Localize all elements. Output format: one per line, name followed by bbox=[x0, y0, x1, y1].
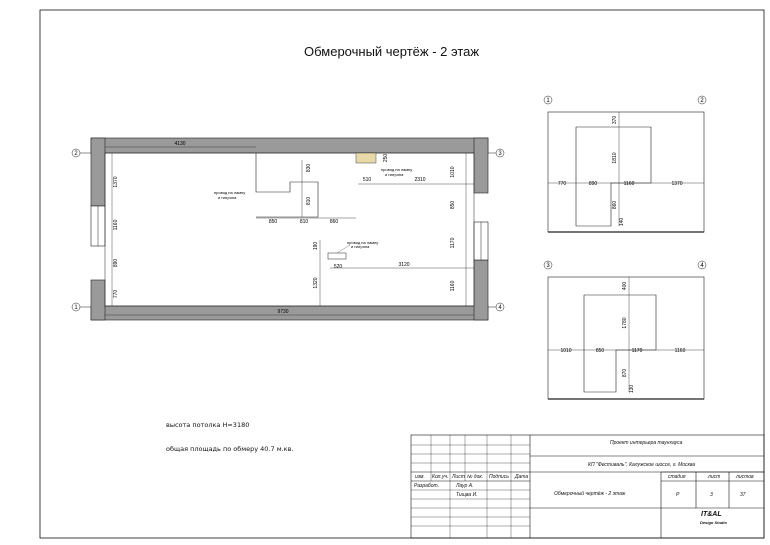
dim-2310: 2310 bbox=[414, 177, 426, 183]
total-area-note: общая площадь по обмеру 40.7 м.кв. bbox=[166, 445, 294, 453]
sheet-frame bbox=[40, 10, 764, 538]
dim-1320: 1320 bbox=[313, 277, 319, 289]
developer-role: Разработ. bbox=[414, 483, 439, 489]
header-sheet: лист bbox=[708, 474, 721, 480]
wall-top bbox=[91, 138, 488, 153]
col-doc: № док. bbox=[467, 474, 484, 480]
elev-b-1780: 1780 bbox=[622, 317, 628, 329]
elev-a-140: 140 bbox=[619, 217, 625, 227]
elev-a-770: 770 bbox=[557, 181, 567, 187]
drawing-title: Обмерочный чертёж - 2 этаж bbox=[304, 44, 480, 59]
axis-3-label: 3 bbox=[498, 151, 502, 157]
dim-right-2: 850 bbox=[450, 200, 456, 210]
elev-a-1160: 1160 bbox=[623, 181, 635, 187]
header-sheets: листов bbox=[736, 474, 754, 480]
dim-left-3: 890 bbox=[113, 258, 119, 268]
wall-left-lower bbox=[91, 280, 105, 320]
sheet-name: Обмерочный чертёж - 2 этаж bbox=[554, 491, 626, 497]
partition bbox=[256, 153, 318, 217]
col-izm: изм. bbox=[415, 474, 425, 480]
axis-4-label: 4 bbox=[498, 305, 502, 311]
col-sign: Подпись bbox=[489, 474, 509, 480]
developer-name: Лаур А. bbox=[456, 483, 474, 489]
col-list: Лист bbox=[452, 474, 465, 480]
dim-right-3: 1170 bbox=[450, 237, 456, 249]
wall-bottom bbox=[91, 306, 488, 320]
elev-a-860: 860 bbox=[612, 200, 618, 210]
axis-1-label: 1 bbox=[74, 305, 78, 311]
project-address: КП "Фестиваль", Калужское шоссе, г. Москва bbox=[588, 462, 696, 468]
dim-520: 520 bbox=[333, 264, 343, 270]
company-subtitle: Design Studio bbox=[700, 520, 727, 525]
wire-note-1b: и патрона bbox=[218, 195, 237, 200]
dim-510: 510 bbox=[362, 177, 372, 183]
axis-2-label: 2 bbox=[74, 151, 78, 157]
dim-810: 810 bbox=[299, 219, 309, 225]
elev-b-870: 870 bbox=[622, 368, 628, 378]
company-logo-text: IT&AL bbox=[701, 511, 722, 518]
wall-right-upper bbox=[474, 138, 488, 193]
elev-b-1160: 1160 bbox=[674, 348, 686, 354]
elevation-3-4 bbox=[544, 261, 706, 399]
stage-value: Р bbox=[676, 492, 680, 498]
dim-right-1: 1010 bbox=[450, 166, 456, 178]
dim-860: 860 bbox=[329, 219, 339, 225]
bench bbox=[328, 253, 346, 259]
wire-note-2: провод на лампу bbox=[381, 167, 413, 172]
elev-b-1010: 1010 bbox=[560, 348, 572, 354]
elev-b-axis-4: 4 bbox=[700, 263, 704, 269]
dim-190: 190 bbox=[313, 241, 319, 251]
project-name: Проект интерьера таунхауса bbox=[610, 440, 683, 446]
wall-left-upper bbox=[91, 138, 105, 206]
elev-a-axis-1: 1 bbox=[546, 98, 550, 104]
elev-a-1370: 1370 bbox=[671, 181, 683, 187]
dim-3120: 3120 bbox=[398, 262, 410, 268]
ceiling-height-note: высота потолка H=3180 bbox=[166, 421, 250, 429]
wire-note-2b: и патрона bbox=[385, 172, 404, 177]
wire-note-3b: и патрона bbox=[351, 244, 370, 249]
elevation-1-2 bbox=[544, 96, 706, 232]
elev-b-1170: 1170 bbox=[631, 348, 643, 354]
header-stage: стадия bbox=[668, 474, 686, 480]
col-kol: Кол.уч. bbox=[432, 474, 449, 480]
checker-name: Тищва И. bbox=[456, 492, 478, 498]
wall-right-lower bbox=[474, 260, 488, 320]
wire-note-1: провод на лампу bbox=[214, 190, 246, 195]
elev-b-130: 130 bbox=[629, 384, 635, 394]
sheet-value: 3 bbox=[710, 492, 713, 498]
elev-b-axis-3: 3 bbox=[546, 263, 550, 269]
column bbox=[356, 153, 376, 163]
elev-a-axis-2: 2 bbox=[700, 98, 704, 104]
elev-a-1810: 1810 bbox=[612, 152, 618, 164]
dim-830: 830 bbox=[306, 163, 312, 173]
dim-right-4: 1160 bbox=[450, 280, 456, 292]
wire-note-3: провод на лампу bbox=[347, 240, 379, 245]
col-date: Дата bbox=[515, 474, 529, 480]
elev-b-850: 850 bbox=[595, 348, 605, 354]
dim-left-4: 770 bbox=[113, 289, 119, 299]
elev-b-400: 400 bbox=[622, 281, 628, 291]
elev-a-890: 890 bbox=[588, 181, 598, 187]
dim-top: 4130 bbox=[174, 141, 186, 147]
dim-bottom: 9730 bbox=[277, 309, 289, 315]
floor-plan bbox=[72, 138, 504, 320]
room-interior bbox=[105, 153, 474, 306]
dim-250: 250 bbox=[383, 153, 389, 163]
dim-850: 850 bbox=[268, 219, 278, 225]
dim-left-1: 1370 bbox=[113, 176, 119, 188]
dim-left-2: 1160 bbox=[113, 219, 119, 231]
dim-810v: 810 bbox=[306, 196, 312, 206]
elev-a-370: 370 bbox=[612, 115, 618, 125]
sheets-value: 37 bbox=[740, 492, 746, 498]
